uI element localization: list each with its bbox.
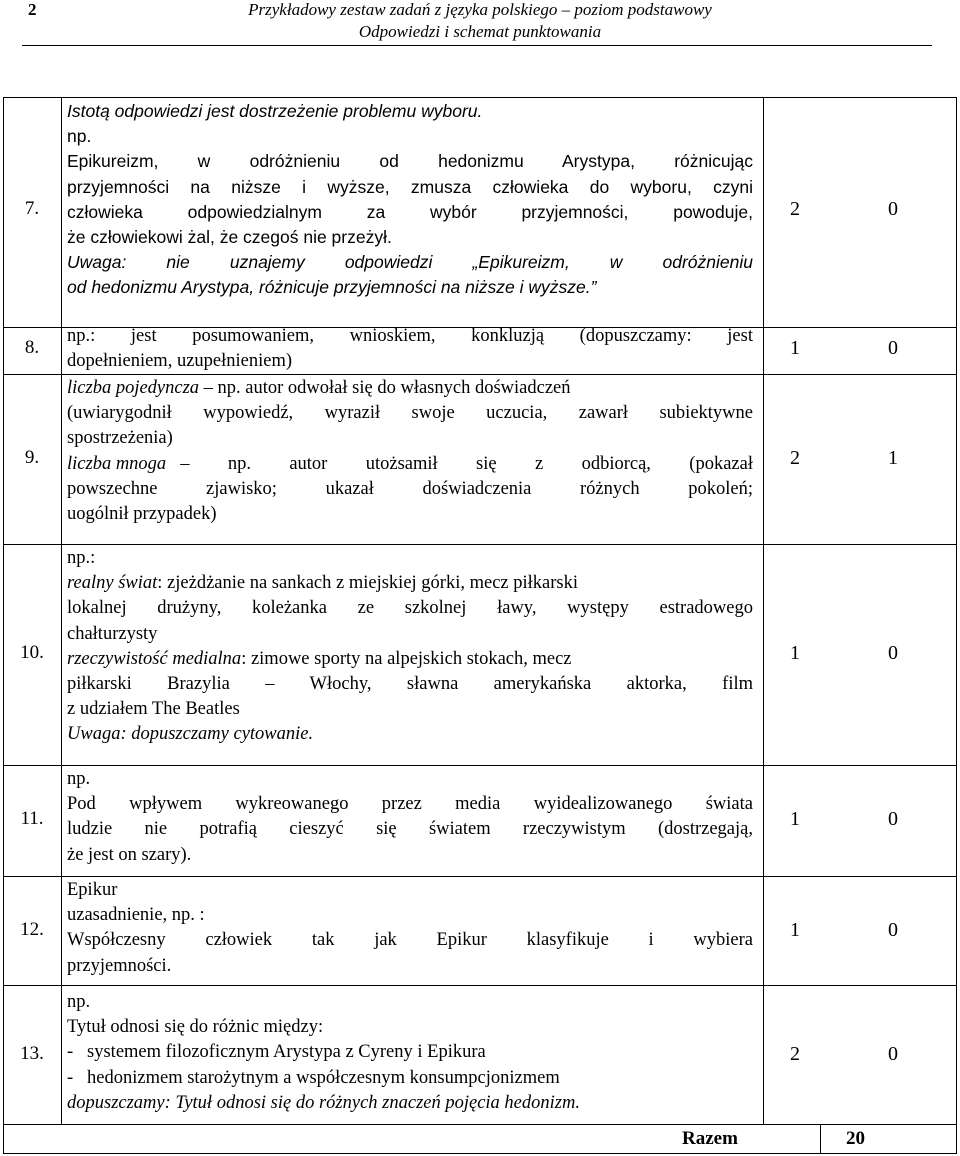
- min-points-12: 0: [888, 919, 898, 941]
- answer-line: np.: [67, 126, 92, 147]
- answer-line: lokalnej drużyny, koleżanka ze szkolnej ławy, występy estradowego: [67, 598, 753, 619]
- min-points-13: 0: [888, 1043, 898, 1065]
- answer-line: Istotą odpowiedzi jest dostrzeżenie problemu wyboru.: [67, 101, 483, 121]
- list-item: - systemem filozoficznym Arystypa z Cyreny i Epikura: [67, 1042, 486, 1063]
- document-subtitle: Odpowiedzi i schemat punktowania: [358, 22, 602, 41]
- note-line: Uwaga: nie uznajemy odpowiedzi „Epikureizm, w odróżnieniu: [67, 252, 753, 273]
- header-rule: [22, 45, 932, 46]
- label-real-world: realny świat: [67, 573, 158, 594]
- answer-text: : zjeżdżanie na sankach z miejskiej górki, mecz piłkarski: [157, 573, 578, 594]
- note-line: Uwaga: dopuszczamy cytowanie.: [67, 724, 314, 745]
- answer-line: powszechne zjawisko; ukazał doświadczenia różnych pokoleń;: [67, 478, 753, 499]
- answer-line: przyjemności.: [67, 955, 172, 976]
- max-points-10: 1: [790, 642, 800, 664]
- question-number-10: 10.: [20, 642, 44, 663]
- min-points-10: 0: [888, 642, 898, 664]
- min-points-9: 1: [888, 447, 898, 469]
- answer-line: człowieka odpowiedzialnym za wybór przyjemności, powoduje,: [67, 201, 753, 222]
- max-points-11: 1: [790, 808, 800, 830]
- answer-line: np.:: [67, 548, 96, 568]
- answer-line: dopełnieniem, uzupełnieniem): [67, 351, 293, 372]
- min-points-8: 0: [888, 337, 898, 359]
- answer-13: [67, 990, 753, 1116]
- answer-text: – np. autor utożsamił się z odbiorcą, (pokazał: [180, 453, 753, 474]
- answer-line: spostrzeżenia): [67, 428, 173, 449]
- question-number-7: 7.: [24, 198, 40, 219]
- list-item: - hedonizmem starożytnym a współczesnym konsumpcjonizmem: [67, 1067, 560, 1088]
- answer-line: Epikur: [67, 880, 118, 900]
- question-number-13: 13.: [20, 1043, 44, 1064]
- max-points-8: 1: [790, 337, 800, 359]
- answer-line: Tytuł odnosi się do różnic między:: [67, 1017, 324, 1038]
- answer-line: ludzie nie potrafią cieszyć się światem rzeczywistym (dostrzegają,: [67, 819, 753, 840]
- label-media-reality: rzeczywistość medialna: [67, 648, 242, 669]
- answer-10: [67, 546, 753, 748]
- answer-line: że człowiekowi żal, że czegoś nie przeżył.: [67, 227, 392, 248]
- answer-line: Pod wpływem wykreowanego przez media wyidealizowanego świata: [67, 794, 753, 815]
- answer-text: – np. autor odwołał się do własnych doświadczeń: [203, 378, 571, 398]
- answer-line: (uwiarygodnił wypowiedź, wyraził swoje uczucia, zawarł subiektywne: [67, 403, 753, 424]
- max-points-13: 2: [790, 1043, 800, 1065]
- answer-12: [67, 878, 753, 979]
- note-line: dopuszczamy: Tytuł odnosi się do różnych znaczeń pojęcia hedonizm.: [67, 1092, 580, 1113]
- max-points-12: 1: [790, 919, 800, 941]
- answer-line: chałturzysty: [67, 623, 158, 644]
- question-number-9: 9.: [24, 447, 40, 468]
- min-points-7: 0: [888, 198, 898, 220]
- answer-text: : zimowe sporty na alpejskich stokach, mecz: [241, 648, 572, 669]
- answer-line: np.: jest posumowaniem, wnioskiem, konkluzją (dopuszczamy: jest: [67, 326, 753, 346]
- answer-line: uogólnił przypadek): [67, 504, 217, 525]
- answer-line: z udziałem The Beatles: [67, 699, 240, 720]
- answer-line: np.: [67, 992, 91, 1012]
- answer-line: uzasadnienie, np. :: [67, 905, 205, 926]
- page-number: 2: [28, 0, 37, 19]
- total-label: Razem: [682, 1128, 738, 1149]
- question-number-11: 11.: [20, 808, 44, 829]
- max-points-7: 2: [790, 198, 800, 220]
- total-value: 20: [846, 1128, 865, 1149]
- label-plural: liczba mnoga: [67, 453, 167, 474]
- answer-7: [67, 99, 753, 301]
- label-singular: liczba pojedyncza: [67, 378, 200, 398]
- answer-9: [67, 376, 753, 527]
- answer-line: przyjemności na niższe i wyższe, zmusza człowieka do wyboru, czyni: [67, 176, 753, 197]
- answer-line: Epikureizm, w odróżnieniu od hedonizmu Arystypa, różnicując: [67, 151, 753, 172]
- question-number-12: 12.: [20, 919, 44, 940]
- min-points-11: 0: [888, 808, 898, 830]
- answer-line: że jest on szary).: [67, 844, 192, 865]
- answer-line: np.: [67, 769, 91, 789]
- max-points-9: 2: [790, 447, 800, 469]
- document-title: Przykładowy zestaw zadań z języka polskiego – poziom podstawowy: [248, 0, 712, 19]
- answer-11: [67, 767, 753, 868]
- answer-line: Współczesny człowiek tak jak Epikur klasyfikuje i wybiera: [67, 930, 753, 951]
- note-line: od hedonizmu Arystypa, różnicuje przyjemności na niższe i wyższe.”: [67, 277, 597, 298]
- answer-line: piłkarski Brazylia – Włochy, sławna amerykańska aktorka, film: [67, 674, 753, 695]
- answer-8: [67, 324, 753, 374]
- question-number-8: 8.: [24, 337, 40, 358]
